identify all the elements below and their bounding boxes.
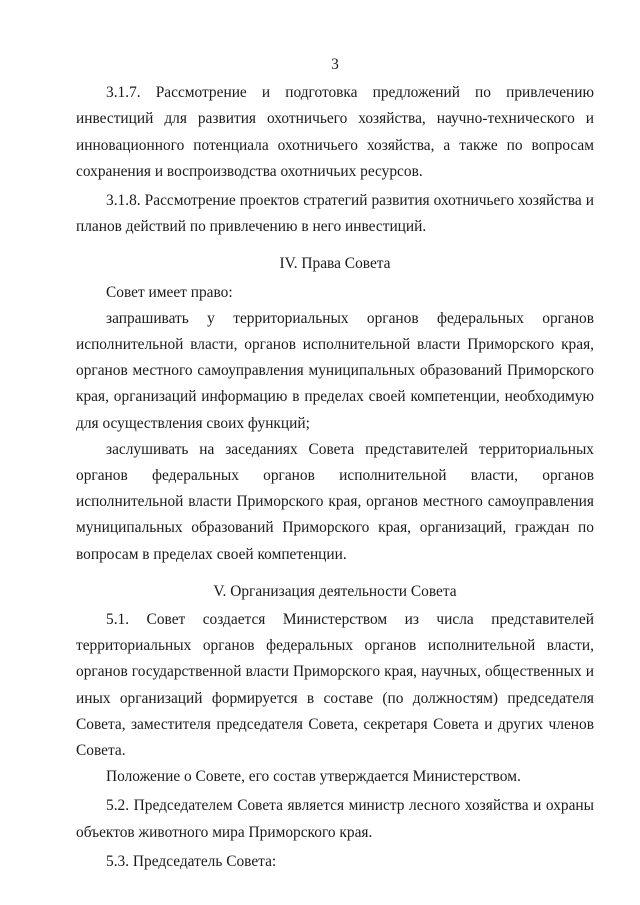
section-heading-organization: V. Организация деятельности Совета	[213, 582, 457, 600]
paragraph-rights-intro: Совет имеет право:	[106, 283, 233, 301]
page-number: 3	[331, 56, 339, 73]
paragraph-3-1-7: 3.1.7. Рассмотрение и подготовка предложений по привлечению инвестиций для развития охотничьего хозяйства, научно-технического и инновационного потенциала охотничьего хозяйства, а также по вопросам сохранения и воспроизводства охотничьих ресурсов.	[76, 84, 594, 180]
section-heading-rights: IV. Права Совета	[279, 255, 391, 273]
paragraph-5-2: 5.2. Председателем Совета является министр лесного хозяйства и охраны объектов животного мира Приморского края.	[76, 797, 594, 841]
paragraph-3-1-8: 3.1.8. Рассмотрение проектов стратегий развития охотничьего хозяйства и планов действий по привлечению в него инвестиций.	[76, 192, 594, 236]
paragraph-5-3: 5.3. Председатель Совета:	[106, 852, 277, 870]
paragraph-rights-request: запрашивать у территориальных органов федеральных органов исполнительной власти, органов исполнительной власти Приморского края, органов местного самоуправления муниципальных образований Приморского края, организаций информацию в пределах своей компетенции, необходимую для осуществления своих функций;	[76, 309, 594, 432]
document-page	[76, 52, 594, 875]
paragraph-regulation: Положение о Совете, его состав утверждается Министерством.	[106, 768, 521, 786]
paragraph-5-1: 5.1. Совет создается Министерством из числа представителей территориальных органов федеральных органов исполнительной власти, органов государственной власти Приморского края, научных, общественных и иных организаций формируется в составе (по должностям) председателя Совета, заместителя председателя Совета, секретаря Совета и других членов Совета.	[76, 611, 594, 760]
paragraph-rights-hear: заслушивать на заседаниях Совета представителей территориальных органов федеральных органов исполнительной власти, органов исполнительной власти Приморского края, органов местного самоуправления муниципальных образований Приморского края, организаций, граждан по вопросам в пределах своей компетенции.	[76, 440, 594, 563]
